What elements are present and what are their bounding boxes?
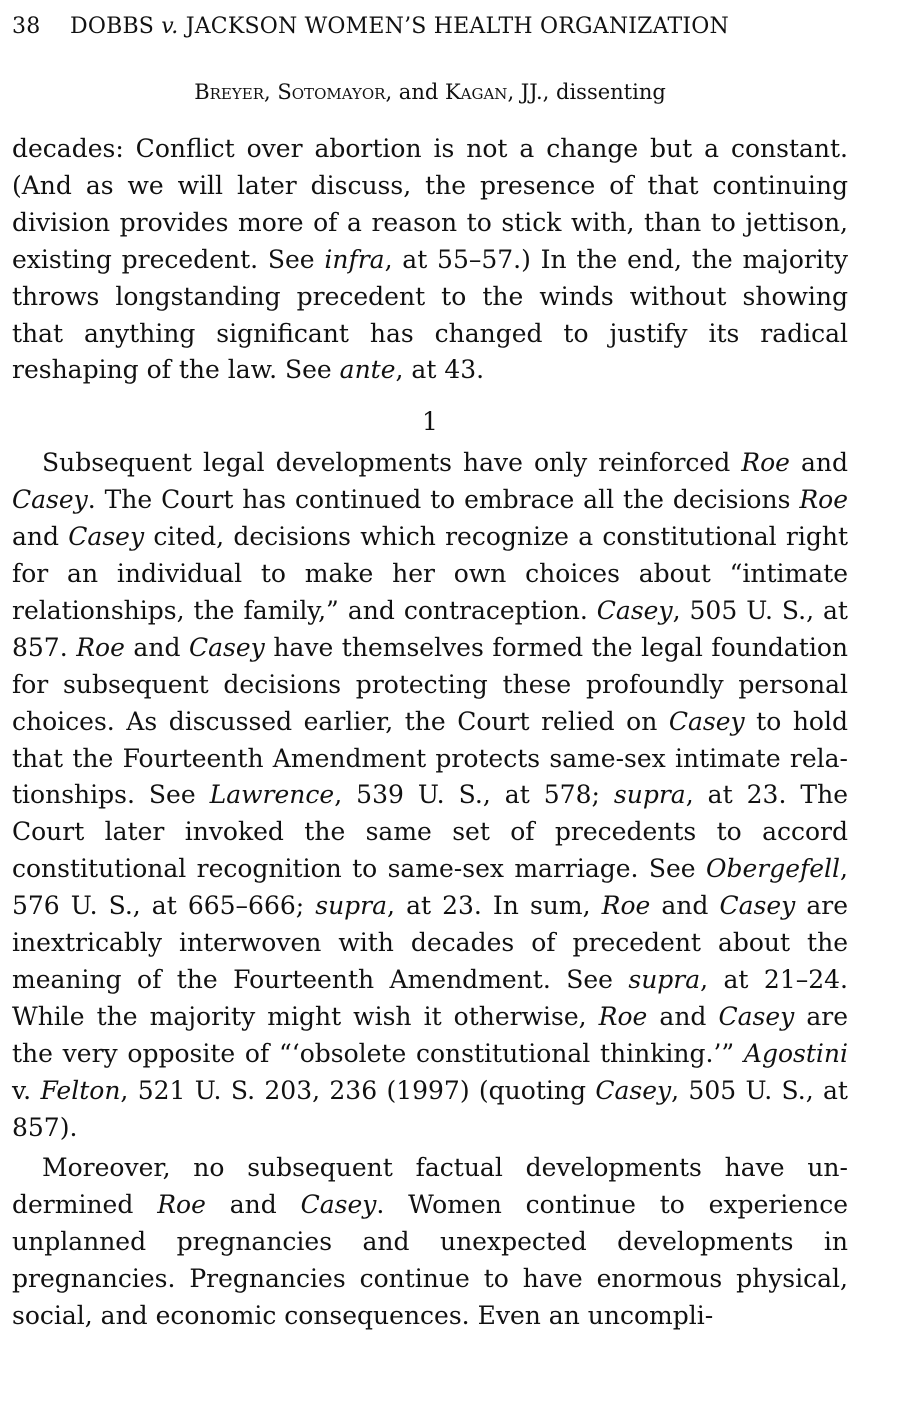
paragraph: decades: Conflict over abortion is not a change but a constant. (And as we will later discuss, the presence of that continuing division provides more of a reason to stick with, than to jettison, existing precedent. See infra, at 55–57.) In the end, the majority throws longstanding precedent to the winds without showing that anything significant has changed to justify its radical reshaping of the law. See ante, at 43. [12, 134, 848, 385]
opinion-body [12, 131, 848, 1335]
justice-name: Breyer [194, 80, 265, 104]
opinion-author-line: Breyer, Sotomayor, and Kagan, JJ., dissenting [194, 80, 666, 104]
case-caption: DOBBS v. JACKSON WOMEN’S HEALTH ORGANIZATION [70, 14, 729, 39]
justice-name: Kagan [444, 80, 508, 104]
page-number: 38 [12, 14, 41, 39]
running-head [12, 14, 848, 39]
paragraph: Moreover, no subsequent factual developments have undermined Roe and Casey. Women continue to experience unplanned pregnancies and unexpected developments in pregnancies. Pregnancies continue to have enormous physical, social, and economic consequences. Even an uncompli- [12, 1153, 848, 1331]
justice-name: Sotomayor [277, 80, 386, 104]
opinion-type: , JJ., dissenting [507, 80, 666, 104]
section-number: 1 [422, 407, 438, 437]
paragraph: Subsequent legal developments have only reinforced Roe and Casey. The Court has continued to embrace all the decisions Roe and Casey cited, decisions which recognize a constitutional right for an individual to make her own choices about “intimate relationships, the family,” and contraception. Casey, 505 U. S., at 857. Roe and Casey have themselves formed the legal foundation for subsequent decisions protecting these profoundly personal choices. As discussed earlier, the Court relied on Casey to hold that the Fourteenth Amendment protects same-sex intimate relationships. See Lawrence, 539 U. S., at 578; supra, at 23. The Court later invoked the same set of precedents to accord constitutional recognition to same-sex marriage. See Obergefell, 576 U. S., at 665–666; supra, at 23. In sum, Roe and Casey are inextricably interwoven with decades of precedent about the meaning of the Fourteenth Amendment. See supra, at 21–24. While the majority might wish it otherwise, Roe and Casey are the very opposite of “‘obsolete constitutional thinking.’” Agostini v. Felton, 521 U. S. 203, 236 (1997) (quoting Casey, 505 U. S., at 857). [12, 448, 849, 1142]
